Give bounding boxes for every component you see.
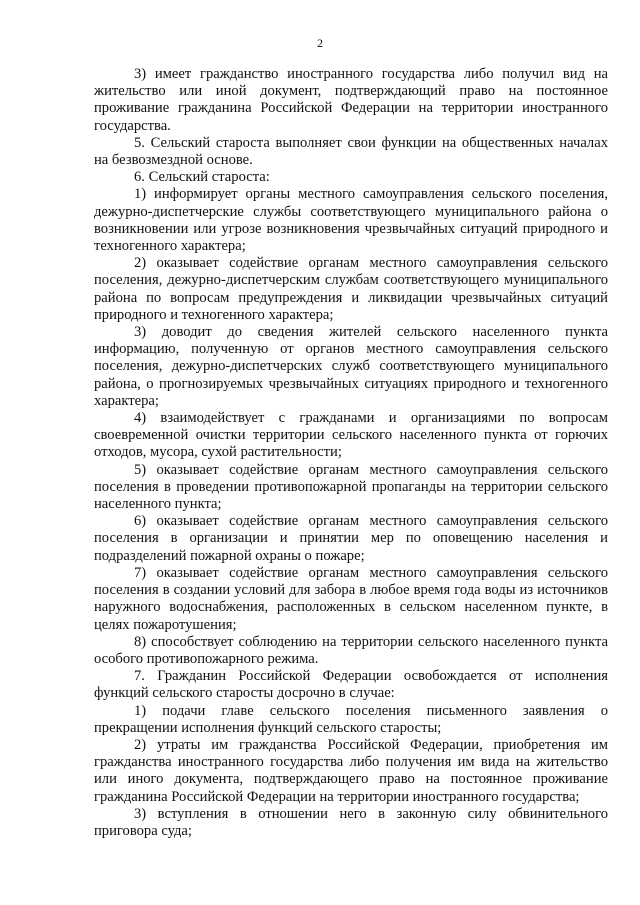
paragraph: 4) взаимодействует с гражданами и организациями по вопросам своевременной очистки территории сельского населенного пункта от горючих отходов, мусора, сухой растительности;	[94, 410, 608, 461]
paragraph: 7. Гражданин Российской Федерации освобождается от исполнения функций сельского старосты досрочно в случае:	[94, 668, 608, 702]
paragraph: 3) вступления в отношении него в законную силу обвинительного приговора суда;	[94, 805, 608, 839]
paragraph: 5. Сельский староста выполняет свои функции на общественных началах на безвозмездной основе.	[94, 134, 608, 169]
paragraph: 5) оказывает содействие органам местного самоуправления сельского поселения в проведении противопожарной пропаганды на территории сельского населенного пункта;	[94, 461, 608, 513]
paragraph: 6. Сельский староста:	[134, 169, 270, 186]
paragraph: 1) подачи главе сельского поселения письменного заявления о прекращении исполнения функций сельского старосты;	[94, 702, 608, 736]
page-number: 2	[317, 36, 323, 50]
paragraph: 8) способствует соблюдению на территории сельского населенного пункта особого противопожарного режима.	[94, 633, 608, 667]
paragraph: 2) оказывает содействие органам местного самоуправления сельского поселения, дежурно-диспетчерским службам соответствующего муниципального района по вопросам предупреждения и ликвидации чрезвычайных ситуаций природного и техногенного характера;	[94, 255, 608, 323]
paragraph: 3) имеет гражданство иностранного государства либо получил вид на жительство или иной документ, подтверждающий право на постоянное проживание гражданина Российской Федерации на территории иностранного государства.	[94, 66, 608, 134]
paragraph: 3) доводит до сведения жителей сельского населенного пункта информацию, полученную от органов местного самоуправления сельского поселения, дежурно-диспетчерских служб соответствующего муниципального района, о прогнозируемых чрезвычайных ситуациях природного и техногенного характера;	[94, 324, 608, 409]
paragraph: 6) оказывает содействие органам местного самоуправления сельского поселения в организации и принятии мер по оповещению населения и подразделений пожарной охраны о пожаре;	[94, 513, 608, 564]
paragraph: 2) утраты им гражданства Российской Федерации, приобретения им гражданства иностранного государства либо получения им вида на жительство или иного документа, подтверждающего право на постоянное проживание гражданина Российской Федерации на территории иностранного государства;	[94, 736, 608, 805]
paragraph: 7) оказывает содействие органам местного самоуправления сельского поселения в создании условий для забора в любое время года воды из источников наружного водоснабжения, расположенных в сельском населенном пункте, в целях пожаротушения;	[94, 564, 608, 633]
document-body	[94, 66, 608, 840]
paragraph: 1) информирует органы местного самоуправления сельского поселения, дежурно-диспетчерские службы соответствующего муниципального района о возникновении или угрозе возникновения чрезвычайных ситуаций природного и техногенного характера;	[94, 186, 608, 255]
